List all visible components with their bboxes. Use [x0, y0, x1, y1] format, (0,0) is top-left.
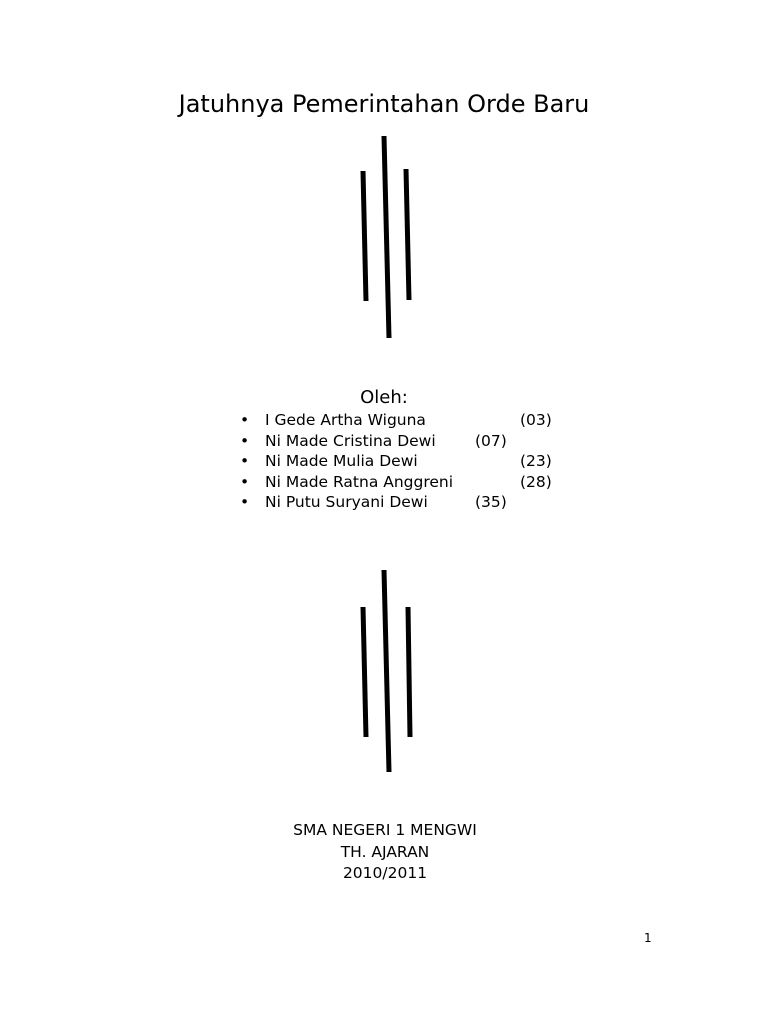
member-number: (28)	[520, 472, 552, 491]
list-item	[240, 492, 580, 513]
school-info	[0, 820, 768, 885]
list-item	[240, 431, 580, 452]
member-name: I Gede Artha Wiguna	[265, 411, 426, 429]
member-name: Ni Putu Suryani Dewi	[265, 493, 428, 511]
top-ornament-graphic	[334, 133, 434, 343]
member-name: Ni Made Ratna Anggreni	[265, 472, 454, 491]
list-item	[240, 410, 580, 431]
document-title: Jatuhnya Pemerintahan Orde Baru	[178, 90, 590, 118]
academic-year-label: TH. AJARAN	[340, 842, 430, 861]
bullet-icon: •	[240, 493, 250, 511]
member-number: (03)	[520, 411, 552, 429]
member-list	[240, 410, 580, 513]
member-name: Ni Made Mulia Dewi	[265, 452, 418, 470]
member-number: (07)	[475, 431, 507, 450]
page-number: 1	[644, 931, 652, 945]
school-name: SMA NEGERI 1 MENGWI	[293, 821, 477, 839]
list-item	[240, 451, 580, 472]
academic-year: 2010/2011	[342, 864, 428, 882]
by-label: Oleh:	[360, 387, 408, 408]
bullet-icon: •	[240, 411, 250, 429]
member-number: (35)	[475, 493, 507, 511]
bullet-icon: •	[240, 452, 250, 470]
list-item	[240, 472, 580, 493]
bullet-icon: •	[240, 431, 250, 450]
bullet-icon: •	[240, 472, 250, 491]
member-number: (23)	[520, 452, 552, 470]
bottom-ornament-graphic	[334, 567, 434, 777]
member-name: Ni Made Cristina Dewi	[265, 431, 436, 450]
